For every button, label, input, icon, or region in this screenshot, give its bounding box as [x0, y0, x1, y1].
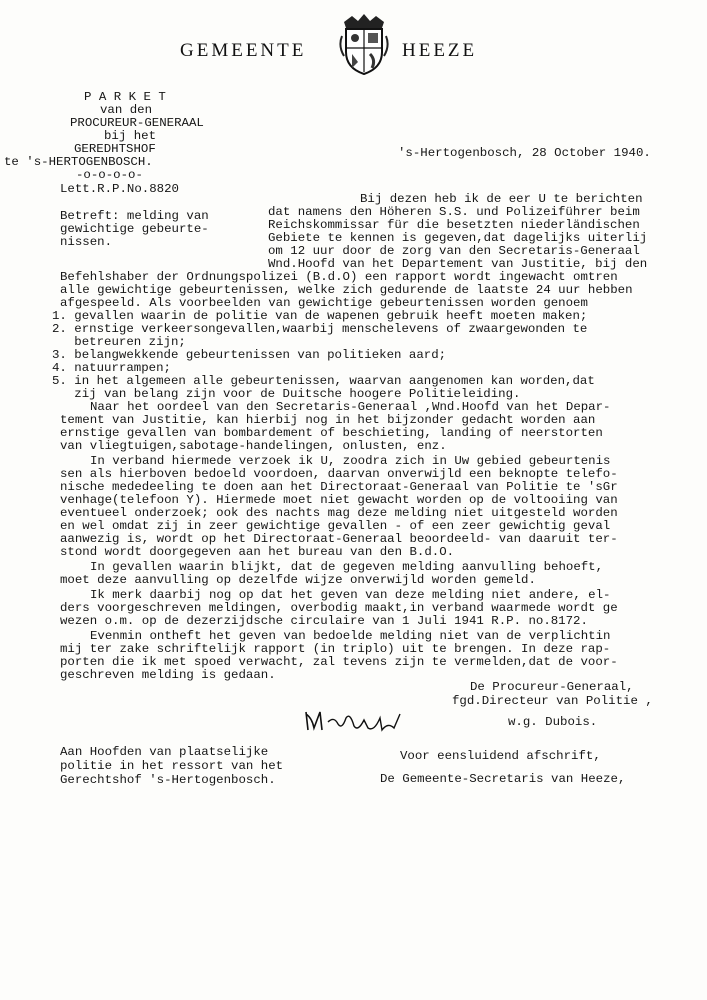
handwritten-signature	[302, 708, 412, 736]
body-line: In gevallen waarin blijkt, dat de gegeven melding aanvulling behoeft,	[90, 560, 604, 574]
reference-number: Lett.R.P.No.8820	[60, 182, 179, 196]
letterhead-gemeente: GEMEENTE	[180, 40, 307, 61]
sender-line-5: GEREDHTSHOF	[74, 142, 156, 156]
letterhead-heeze: HEEZE	[402, 40, 478, 61]
signature-title: De Procureur-Generaal,	[470, 680, 634, 694]
body-line: 2. ernstige verkeersongevallen,waarbij menschelevens of zwaargewonden te	[52, 322, 588, 336]
body-line: om 12 uur door de zorg van den Secretaris-Generaal	[268, 244, 640, 258]
sender-line-4: bij het	[104, 129, 157, 143]
body-line: alle gewichtige gebeurtenissen, welke zich gedurende de laatste 24 uur hebben	[60, 283, 633, 297]
signature-name: w.g. Dubois.	[508, 715, 598, 729]
body-line: en wel omdat zij in zeer gewichtige gevallen - of een zeer gewichtig geval	[60, 519, 611, 533]
sender-line-7: -o-o-o-o-	[76, 168, 143, 182]
coat-of-arms-icon	[338, 12, 390, 76]
body-line: In verband hiermede verzoek ik U, zoodra zich in Uw gebied gebeurtenis	[90, 454, 611, 468]
body-line: Ik merk daarbij nog op dat het geven van deze melding niet andere, el-	[90, 588, 611, 602]
body-line: moet deze aanvulling op dezelfde wijze onverwijld worden gemeld.	[60, 573, 536, 587]
body-line: eventueel onderzoek; ook des nachts mag deze melding niet uitgesteld worden	[60, 506, 618, 520]
subject-line-2: gewichtige gebeurte-	[60, 222, 209, 236]
sender-line-3: PROCUREUR-GENERAAL	[70, 116, 204, 130]
sender-line-6: te 's-HERTOGENBOSCH.	[4, 155, 153, 169]
body-line: tement van Justitie, kan hierbij nog in het bijzonder gedacht worden aan	[60, 413, 596, 427]
body-line: ders voorgeschreven meldingen, overbodig maakt,in verband waarmede wordt ge	[60, 601, 618, 615]
body-line: mij ter zake schriftelijk rapport (in triplo) uit te brengen. In deze rap-	[60, 642, 611, 656]
body-line: geschreven melding is gedaan.	[60, 668, 276, 682]
addressee-line-3: Gerechtshof 's-Hertogenbosch.	[60, 773, 276, 787]
body-line: dat namens den Höheren S.S. und Polizeiführer beim	[268, 205, 640, 219]
addressee-line-2: politie in het ressort van het	[60, 759, 284, 773]
body-line: Gebiete te kennen is gegeven,dat dagelijks uiterlij	[268, 231, 648, 245]
body-line: 5. in het algemeen alle gebeurtenissen, waarvan aangenomen kan worden,dat	[52, 374, 595, 388]
body-line: afgespeeld. Als voorbeelden van gewichtige gebeurtenissen worden genoem	[60, 296, 588, 310]
sender-line-1: P A R K E T	[84, 90, 166, 104]
body-line: venhage(telefoon Y). Hiermede moet niet gewacht worden op de voltooiing van	[60, 493, 618, 507]
date-line: 's-Hertogenbosch, 28 October 1940.	[398, 146, 651, 160]
subject-line-3: nissen.	[60, 235, 113, 249]
certification-line-1: Voor eensluidend afschrift,	[400, 749, 601, 763]
body-line: van vliegtuigen,sabotage-handelingen, onlusten, enz.	[60, 439, 447, 453]
sender-line-2: van den	[100, 103, 153, 117]
certification-line-2: De Gemeente-Secretaris van Heeze,	[380, 772, 626, 786]
body-line: 4. natuurrampen;	[52, 361, 171, 375]
addressee-line-1: Aan Hoofden van plaatselijke	[60, 745, 269, 759]
body-line: 1. gevallen waarin de politie van de wapenen gebruik heeft moeten maken;	[52, 309, 588, 323]
body-line: stond wordt doorgegeven aan het bureau van den B.d.O.	[60, 545, 455, 559]
body-line: sen als hierboven bedoeld voordoen, daarvan onverwijld een beknopte telefo-	[60, 467, 618, 481]
body-line: zij van belang zijn voor de Duitsche hoogere Politieleiding.	[52, 387, 521, 401]
body-line: Wnd.Hoofd van het Departement van Justitie, bij den	[268, 257, 648, 271]
body-line: Bij dezen heb ik de eer U te berichten	[360, 192, 643, 206]
body-line: betreuren zijn;	[52, 335, 186, 349]
body-line: Befehlshaber der Ordnungspolizei (B.d.O) een rapport wordt ingewacht omtren	[60, 270, 618, 284]
body-line: Naar het oordeel van den Secretaris-Generaal ,Wnd.Hoofd van het Depar-	[90, 400, 611, 414]
body-line: ernstige gevallen van bombardement of beschieting, landing of neerstorten	[60, 426, 603, 440]
body-line: aanwezig is, wordt op het Directoraat-Generaal beoordeeld- van daaruit ter-	[60, 532, 618, 546]
signature-line-2: fgd.Directeur van Politie ,	[452, 694, 653, 708]
body-line: Evenmin ontheft het geven van bedoelde melding niet van de verplichtin	[90, 629, 611, 643]
body-line: wezen o.m. op de dezerzijdsche circulaire van 1 Juli 1941 R.P. no.8172.	[60, 614, 588, 628]
subject-line-1: Betreft: melding van	[60, 209, 209, 223]
body-line: porten die ik met spoed verwacht, zal tevens zijn te vermelden,dat de voor-	[60, 655, 618, 669]
body-line: Reichskommissar für die besetzten niederländischen	[268, 218, 640, 232]
body-line: 3. belangwekkende gebeurtenissen van politieken aard;	[52, 348, 447, 362]
body-line: nische mededeeling te doen aan het Directoraat-Generaal van Politie te 'sGr	[60, 480, 618, 494]
